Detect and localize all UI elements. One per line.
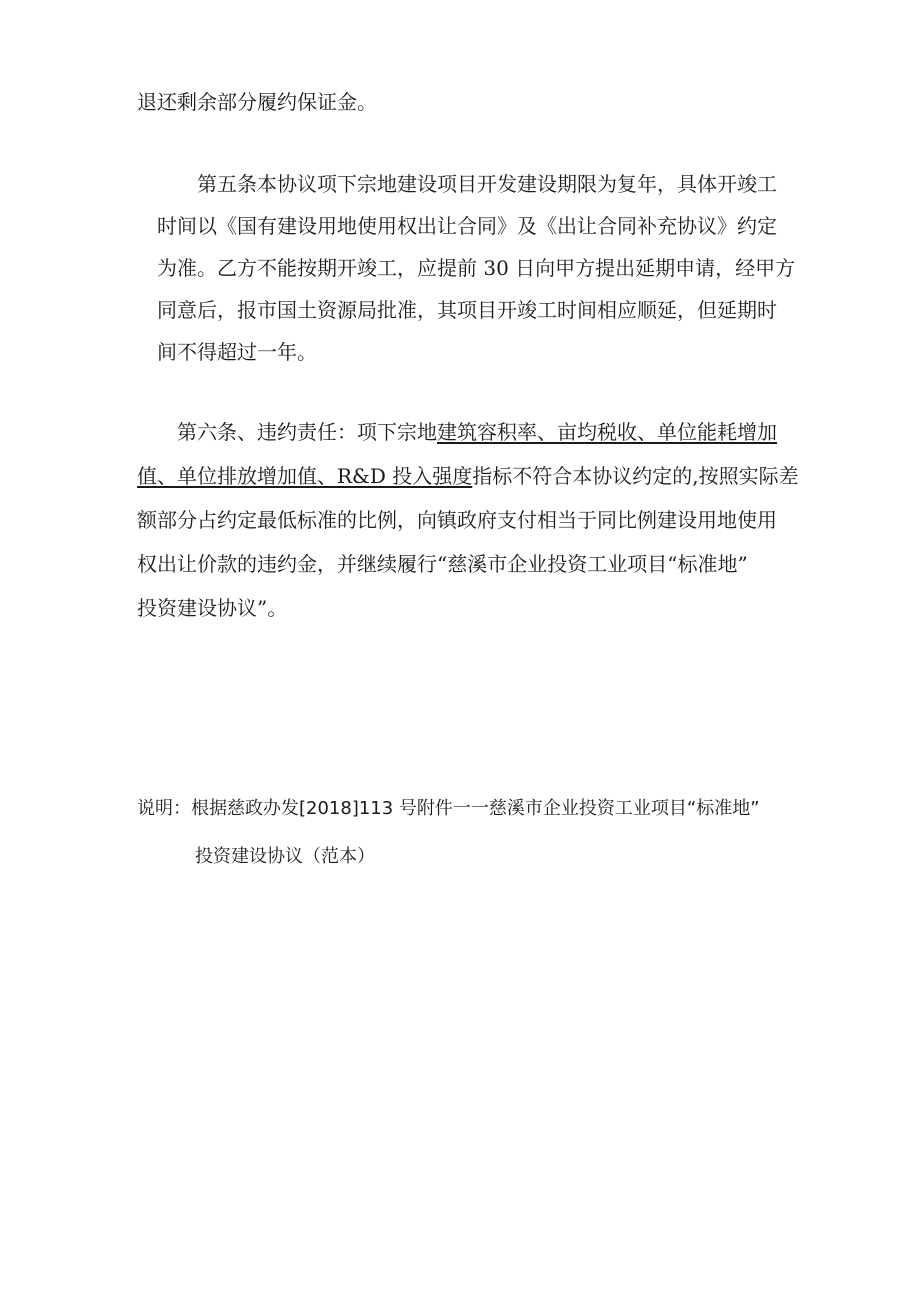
article-6-line-3: 额部分占约定最低标准的比例，向镇政府支付相当于同比例建设用地使用: [137, 508, 777, 532]
article-6-line-1: [177, 418, 777, 446]
article-5-line-3: 为准。乙方不能按期开竣工，应提前 30 日向甲方提出延期申请，经甲方: [157, 256, 796, 280]
article-5-line-4: 同意后，报市国土资源局批准，其项目开竣工时间相应顺延，但延期时: [157, 298, 777, 322]
article-5-line-5: 间不得超过一年。: [157, 340, 317, 364]
article-5-line-1: 第五条本协议项下宗地建设项目开发建设期限为复年，具体开竣工: [197, 172, 777, 196]
article-6-line-4: 权出让价款的违约金，并继续履行“慈溪市企业投资工业项目“标准地”: [137, 552, 748, 576]
note-line-2: 投资建设协议（范本）: [195, 846, 375, 867]
carryover-paragraph: 退还剩余部分履约保证金。: [137, 90, 377, 114]
article-6-underlined-indicators-2: 值、单位排放增加值、R&D 投入强度: [137, 464, 473, 488]
article-6-underlined-indicators-1: 建筑容积率、亩均税收、单位能耗增加: [437, 420, 777, 444]
note-line-1: 说明：根据慈政办发[2018]113 号附件一一慈溪市企业投资工业项目“标准地”: [137, 798, 760, 819]
article-6-line-2-text: 指标不符合本协议约定的,按照实际差: [472, 464, 799, 488]
article-6-line-2: [137, 462, 799, 490]
article-6-heading-text: 第六条、违约责任：项下宗地: [177, 420, 437, 444]
article-5-line-2: 时间以《国有建设用地使用权出让合同》及《出让合同补充协议》约定: [157, 214, 777, 238]
article-6-line-5: 投资建设协议”。: [137, 596, 288, 620]
